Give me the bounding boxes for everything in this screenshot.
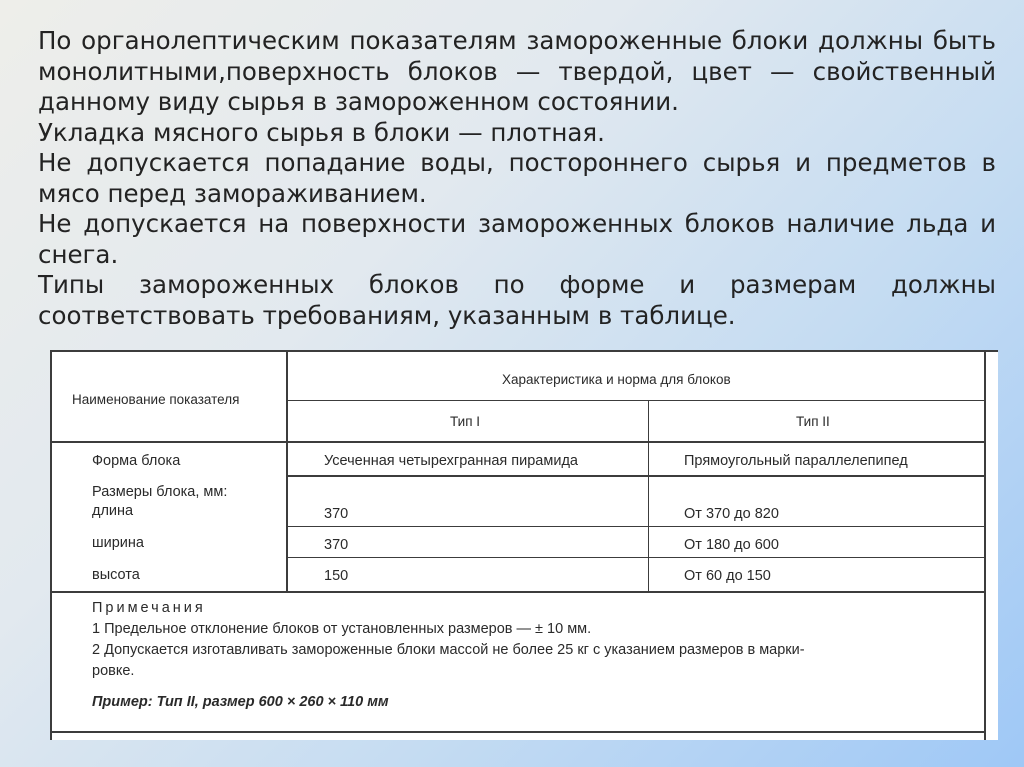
header-type-1: Тип I bbox=[450, 414, 481, 429]
row-height-type-1: 150 bbox=[324, 568, 349, 584]
intro-text bbox=[38, 26, 996, 331]
header-type-2: Тип II bbox=[796, 414, 830, 429]
table-border-bottom bbox=[50, 731, 986, 733]
intro-paragraph: Не допускается попадание воды, постороннего сырья и предметов в мясо перед замораживанием. bbox=[38, 148, 996, 208]
body-bottom-line bbox=[50, 591, 984, 593]
table-border-left bbox=[50, 350, 52, 740]
length-row-line bbox=[287, 526, 984, 527]
note-example: Пример: Тип II, размер 600 × 260 × 110 мм bbox=[92, 694, 389, 710]
form-row-line bbox=[287, 475, 984, 477]
row-form-type-2: Прямоугольный параллелепипед bbox=[684, 453, 908, 469]
table-notes bbox=[92, 598, 805, 713]
intro-paragraph: По органолептическим показателям замороженные блоки должны быть монолитными,поверхность блоков — твердой, цвет — свойственный данному виду сырья в замороженном состоянии. bbox=[38, 26, 996, 116]
header-group: Характеристика и норма для блоков bbox=[502, 372, 731, 387]
row-sizes-label: Размеры блока, мм: bbox=[92, 484, 228, 500]
header-name: Наименование показателя bbox=[72, 392, 240, 407]
standard-table bbox=[50, 350, 998, 740]
table-border-right bbox=[984, 350, 986, 740]
row-height-label: высота bbox=[92, 567, 140, 583]
notes-title: Примечания bbox=[92, 600, 206, 616]
row-width-type-1: 370 bbox=[324, 537, 349, 553]
width-row-line bbox=[287, 557, 984, 558]
note-2-line-1: 2 Допускается изготавливать замороженные блоки массой не более 25 кг с указанием размеров в марки- bbox=[92, 642, 805, 658]
intro-paragraph: Не допускается на поверхности замороженных блоков наличие льда и снега. bbox=[38, 209, 996, 269]
row-width-label: ширина bbox=[92, 535, 144, 551]
intro-paragraph: Типы замороженных блоков по форме и размерам должны соответствовать требованиям, указанным в таблице. bbox=[38, 270, 996, 330]
type-divider bbox=[648, 401, 649, 592]
note-2-line-2: ровке. bbox=[92, 663, 135, 679]
row-form-type-1: Усеченная четырехгранная пирамида bbox=[324, 453, 578, 469]
intro-paragraph: Укладка мясного сырья в блоки — плотная. bbox=[38, 117, 605, 147]
row-form-label: Форма блока bbox=[92, 453, 181, 469]
header-divider-vertical bbox=[286, 350, 288, 592]
row-length-type-2: От 370 до 820 bbox=[684, 506, 779, 522]
row-length-label: длина bbox=[92, 503, 134, 519]
header-bottom-line bbox=[50, 441, 984, 443]
row-length-type-1: 370 bbox=[324, 506, 349, 522]
table-border-top bbox=[50, 350, 998, 352]
row-width-type-2: От 180 до 600 bbox=[684, 537, 779, 553]
header-group-line bbox=[287, 400, 984, 401]
note-1: 1 Предельное отклонение блоков от установленных размеров — ± 10 мм. bbox=[92, 621, 592, 637]
row-height-type-2: От 60 до 150 bbox=[684, 568, 771, 584]
